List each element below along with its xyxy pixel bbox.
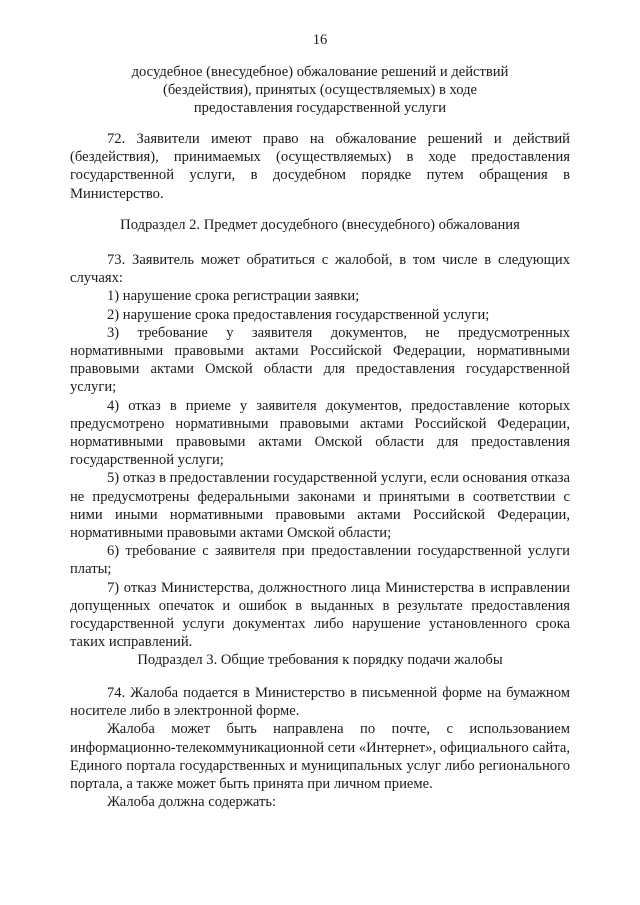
section-heading bbox=[70, 63, 570, 118]
list-item: 2) нарушение срока предоставления государственной услуги; bbox=[107, 306, 490, 323]
section-heading-line: (бездействия), принятых (осуществляемых) в ходе bbox=[162, 82, 478, 99]
list-item: 4) отказ в приеме у заявителя документов, предоставление которых предусмотрено нормативными правовыми актами Российской Федерации, нормативными правовыми актами Омской области для предоставления государственной услуги; bbox=[70, 397, 570, 469]
paragraph-73 bbox=[70, 251, 570, 651]
list-item: 7) отказ Министерства, должностного лица Министерства в исправлении допущенных опечаток и ошибок в выданных в результате предоставления государственной услуги документах либо нарушение установленного срока таких исправлений. bbox=[70, 579, 570, 651]
paragraph-72 bbox=[70, 130, 570, 203]
subsection-3-title: Подраздел 3. Общие требования к порядку подачи жалобы bbox=[137, 652, 503, 668]
list-item: 3) требование у заявителя документов, не предусмотренных нормативными правовыми актами Российской Федерации, нормативными правовыми актами Омской области для предоставления государственной услуги; bbox=[70, 324, 570, 396]
paragraph-intro: 73. Заявитель может обратиться с жалобой, в том числе в следующих случаях: bbox=[70, 252, 570, 287]
paragraph-text: 72. Заявители имеют право на обжалование решений и действий (бездействия), принимаемых (осуществляемых) в ходе предоставления государственной услуги, в досудебном порядке путем обращения в Министерство. bbox=[70, 131, 570, 202]
list-item: 5) отказ в предоставлении государственной услуги, если основания отказа не предусмотрены федеральными законами и принятыми в соответствии с ними иными нормативными правовыми актами Российской Федерации, нормативными правовыми актами Омской области; bbox=[70, 470, 570, 542]
paragraph-text: Жалоба может быть направлена по почте, с использованием информационно-телекоммуникационной сети «Интернет», официального сайта, Единого портала государственных и муниципальных услуг либо регионального портала, а также может быть принята при личном приеме. bbox=[70, 721, 570, 793]
list-item: 6) требование с заявителя при предоставлении государственной услуги платы; bbox=[70, 543, 570, 578]
subsection-2-title: Подраздел 2. Предмет досудебного (внесудебного) обжалования bbox=[120, 217, 520, 233]
page-number: 16 bbox=[312, 32, 328, 48]
paragraph-text: Жалоба должна содержать: bbox=[107, 794, 277, 811]
section-heading-line: предоставления государственной услуги bbox=[193, 100, 447, 117]
paragraph-74 bbox=[70, 684, 570, 811]
paragraph-text: 74. Жалоба подается в Министерство в письменной форме на бумажном носителе либо в электронной форме. bbox=[70, 685, 570, 720]
list-item: 1) нарушение срока регистрации заявки; bbox=[107, 288, 360, 305]
section-heading-line: досудебное (внесудебное) обжалование решений и действий bbox=[131, 64, 509, 80]
